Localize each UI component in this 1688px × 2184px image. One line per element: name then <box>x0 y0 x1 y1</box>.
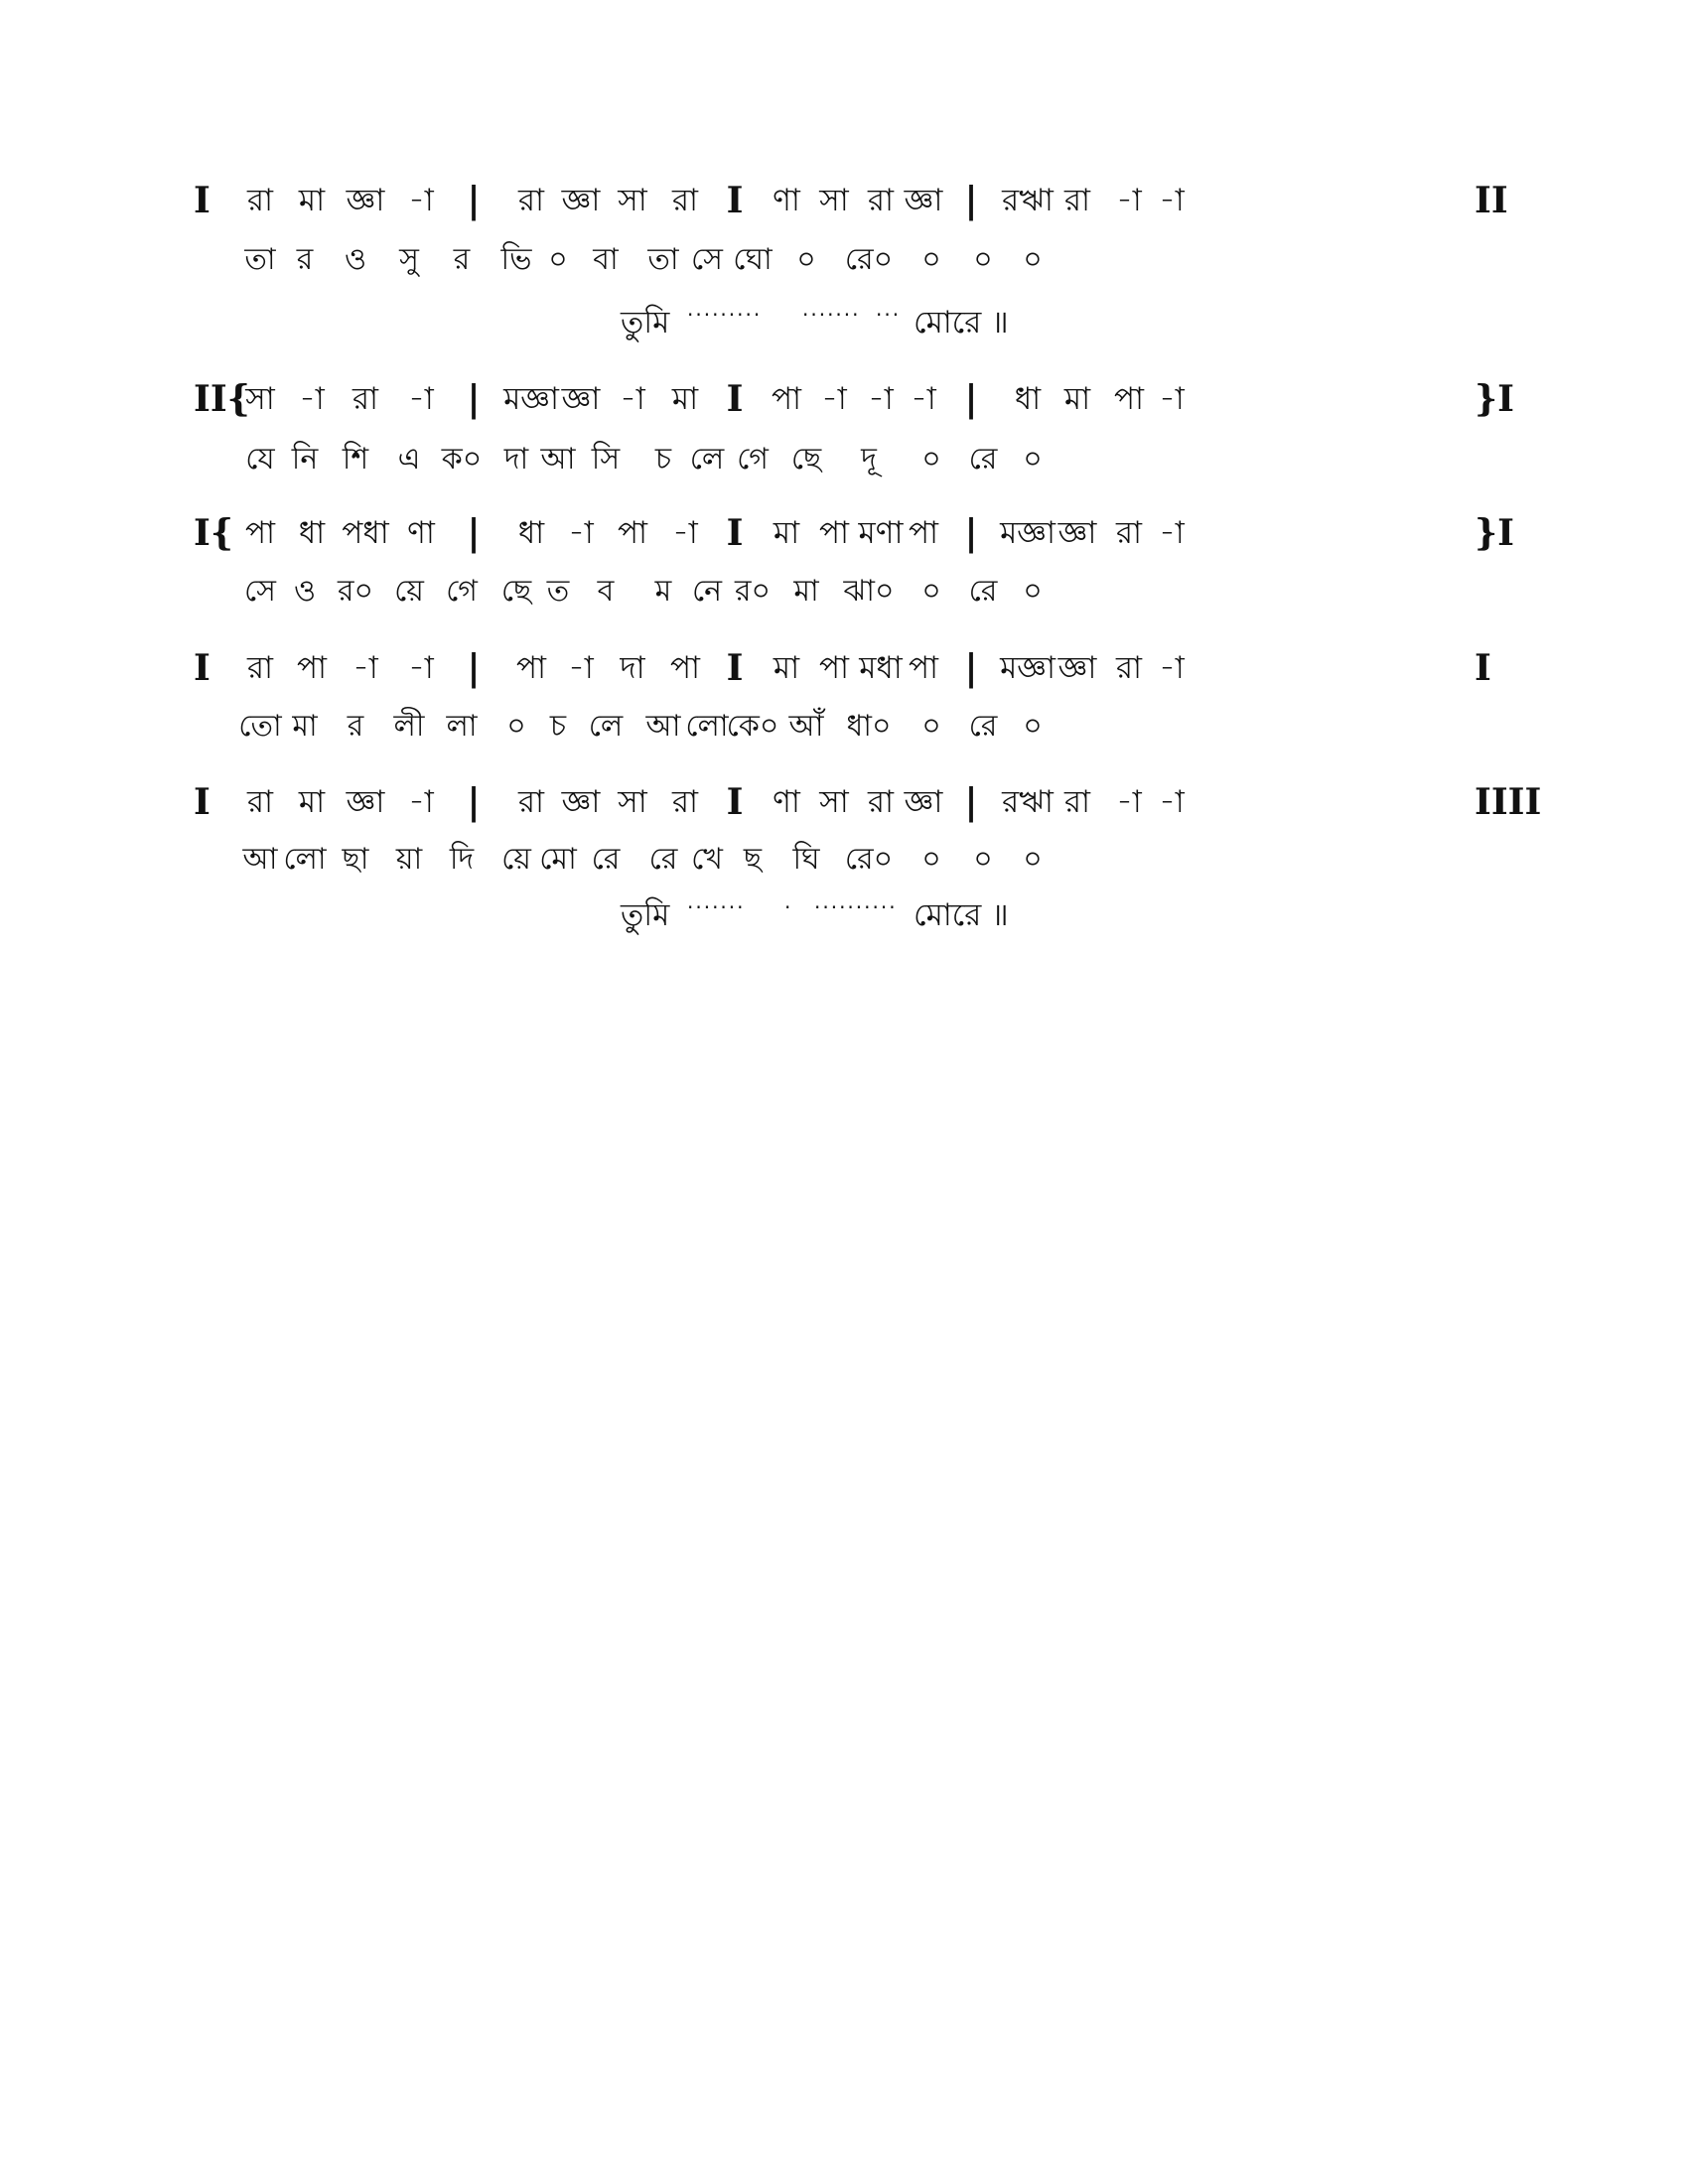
stanza-start-mark: I <box>194 781 211 823</box>
bar-line: I <box>726 180 744 221</box>
swara-note: -া <box>1116 784 1142 820</box>
lyric-syllable: য়া <box>395 842 423 877</box>
swara-note: ণা <box>773 784 800 820</box>
swara-note: রা <box>1063 183 1091 218</box>
swara-note: পা <box>908 515 939 551</box>
swara-note: রা <box>1063 784 1091 820</box>
bar-line: | <box>964 781 978 823</box>
swara-note: -া <box>1159 784 1185 820</box>
lyric-syllable: ০ <box>973 842 993 877</box>
notation-row <box>0 638 1688 698</box>
lyric-syllable: ০ <box>1023 442 1043 477</box>
lyric-syllable: রে <box>968 442 998 477</box>
swara-note: পা <box>1113 381 1145 417</box>
stanza-end-mark: }I <box>1475 378 1514 420</box>
lyric-syllable: নি <box>291 442 319 477</box>
lyric-syllable: ও <box>344 242 367 277</box>
swara-note: রা <box>671 784 699 820</box>
swara-note: পা <box>818 650 850 686</box>
lyric-syllable: ধা০ <box>846 709 892 744</box>
lyric-syllable: তো <box>238 709 282 744</box>
swara-note: সা <box>819 784 849 820</box>
swara-note: রা <box>517 183 545 218</box>
swara-note: মণা <box>858 515 904 551</box>
lyric-syllable: দি <box>449 842 475 877</box>
lyric-syllable: মা <box>292 709 318 744</box>
swara-note: ণা <box>773 183 800 218</box>
swara-note: -া <box>408 784 434 820</box>
swara-note: -া <box>1159 650 1185 686</box>
lyric-syllable: লো <box>685 709 729 744</box>
swara-note: পা <box>244 515 276 551</box>
stanza-start-mark: I <box>194 180 211 221</box>
lyric-syllable: রে <box>648 842 678 877</box>
swara-note: রা <box>246 784 274 820</box>
bar-line: | <box>964 378 978 420</box>
bar-line: | <box>467 180 481 221</box>
swara-note: রা <box>867 784 895 820</box>
lyric-syllable: যে <box>245 442 275 477</box>
notation-row <box>0 772 1688 832</box>
swara-note: পা <box>617 515 648 551</box>
swara-note: -া <box>408 381 434 417</box>
swara-note: -া <box>1159 381 1185 417</box>
refrain-dots: ········· <box>687 303 763 327</box>
stanza-start-mark: I <box>194 647 211 689</box>
swara-note: পা <box>296 650 328 686</box>
swara-note: -া <box>568 650 594 686</box>
bar-line: | <box>964 180 978 221</box>
swara-note: -া <box>821 381 847 417</box>
stanza-start-mark: II{ <box>194 378 250 420</box>
lyric-syllable: ব <box>597 574 615 609</box>
lyric-syllable: ছ <box>743 842 763 877</box>
swara-note: রা <box>352 381 379 417</box>
swara-note: মা <box>298 183 326 218</box>
swara-note: রঋা <box>1002 784 1054 820</box>
lyric-syllable: ম <box>654 574 672 609</box>
swara-note: পা <box>818 515 850 551</box>
swara-note: মা <box>298 784 326 820</box>
refrain-dots: ······· <box>687 895 746 919</box>
swara-note: সা <box>245 381 275 417</box>
refrain-dots: ······· <box>802 303 861 327</box>
swara-note: জ্ঞা <box>561 381 601 417</box>
swara-note: -া <box>1159 183 1185 218</box>
swara-note: রা <box>1115 515 1143 551</box>
lyric-syllable: রে <box>968 709 998 744</box>
notation-row <box>0 171 1688 230</box>
lyric-syllable: গে <box>737 442 769 477</box>
lyric-syllable: ০ <box>1023 242 1043 277</box>
swara-note: জ্ঞা <box>346 784 385 820</box>
swara-note: জ্ঞা <box>904 784 943 820</box>
lyric-syllable: ০ <box>973 242 993 277</box>
bar-line: | <box>467 781 481 823</box>
lyric-syllable: লে <box>588 709 624 744</box>
lyric-syllable: রে০ <box>844 242 894 277</box>
swara-note: জ্ঞা <box>1057 650 1097 686</box>
stanza-start-mark: I{ <box>194 512 233 554</box>
lyric-syllable: দূ <box>861 442 877 477</box>
lyric-syllable: র০ <box>734 574 772 609</box>
swara-note: মজ্ঞা <box>1000 515 1055 551</box>
swara-note: জ্ঞা <box>346 183 385 218</box>
lyric-syllable: ছে <box>500 574 532 609</box>
swara-note: রঋা <box>1002 183 1054 218</box>
lyric-syllable: সে <box>691 242 723 277</box>
swara-note: পধা <box>342 515 389 551</box>
lyric-syllable: মো <box>539 842 577 877</box>
lyric-syllable: লা <box>446 709 478 744</box>
swara-note: মা <box>773 515 800 551</box>
lyric-syllable: তা <box>244 242 276 277</box>
refrain-dots: ·········· <box>814 895 898 919</box>
lyric-syllable: মা <box>793 574 819 609</box>
lyric-row <box>0 230 1688 290</box>
swara-note: জ্ঞা <box>1057 515 1097 551</box>
lyric-syllable: ০ <box>921 442 941 477</box>
swara-note: -া <box>672 515 698 551</box>
lyric-syllable: ০ <box>1023 842 1043 877</box>
swara-note: রা <box>1115 650 1143 686</box>
lyric-syllable: খে <box>691 842 723 877</box>
lyric-syllable: বা <box>593 242 619 277</box>
lyric-syllable: ছা <box>342 842 369 877</box>
lyric-row <box>0 562 1688 621</box>
lyric-syllable: ০ <box>1023 709 1043 744</box>
refrain-start: তুমি <box>621 305 670 341</box>
swara-note: পা <box>515 650 547 686</box>
swara-note: পা <box>908 650 939 686</box>
swara-note: -া <box>408 183 434 218</box>
swara-note: পা <box>771 381 802 417</box>
lyric-syllable: ঘো <box>733 242 773 277</box>
swara-note: -া <box>620 381 645 417</box>
swara-note: রা <box>671 183 699 218</box>
swara-note: পা <box>669 650 701 686</box>
swara-note: রা <box>867 183 895 218</box>
lyric-syllable: রে <box>968 574 998 609</box>
lyric-syllable: ত <box>546 574 570 609</box>
swara-note: -া <box>352 650 378 686</box>
lyric-syllable: তা <box>647 242 679 277</box>
lyric-syllable: ০ <box>921 842 941 877</box>
bar-line: | <box>467 378 481 420</box>
lyric-syllable: আ <box>540 442 576 477</box>
swara-note: রা <box>517 784 545 820</box>
notation-row <box>0 503 1688 563</box>
lyric-syllable: সু <box>399 242 419 277</box>
lyric-syllable: ০ <box>548 242 568 277</box>
swara-note: জ্ঞা <box>561 183 601 218</box>
swara-note: মধা <box>859 650 903 686</box>
lyric-syllable: লো <box>283 842 327 877</box>
bar-line: I <box>726 378 744 420</box>
lyric-syllable: র <box>453 242 471 277</box>
stanza-end-mark: }I <box>1475 512 1514 554</box>
lyric-syllable: চ <box>654 442 672 477</box>
lyric-syllable: রে <box>591 842 621 877</box>
swara-note: -া <box>299 381 325 417</box>
bar-line: | <box>467 512 481 554</box>
lyric-syllable: ও <box>293 574 317 609</box>
lyric-syllable: ছে <box>790 442 822 477</box>
lyric-row <box>0 697 1688 756</box>
lyric-syllable: লী <box>393 709 425 744</box>
swara-note: -া <box>1116 183 1142 218</box>
lyric-row <box>0 830 1688 889</box>
refrain-end: মোরে ॥ <box>914 305 1009 341</box>
swara-note: মা <box>1063 381 1091 417</box>
bar-line: | <box>964 647 978 689</box>
lyric-syllable: সি <box>591 442 621 477</box>
notation-row <box>0 369 1688 429</box>
refrain-dots: ··· <box>876 303 902 327</box>
bar-line: | <box>467 647 481 689</box>
stanza-end-mark: II <box>1475 180 1508 221</box>
swara-note: দা <box>620 650 645 686</box>
lyric-syllable: চ <box>549 709 567 744</box>
bar-line: I <box>726 512 744 554</box>
swara-note: ধা <box>517 515 545 551</box>
refrain-line <box>0 293 1688 352</box>
lyric-syllable: ০ <box>921 574 941 609</box>
swara-note: ধা <box>1014 381 1042 417</box>
lyric-syllable: রে০ <box>844 842 894 877</box>
lyric-syllable: ভি <box>500 242 532 277</box>
lyric-row <box>0 430 1688 489</box>
bar-line: | <box>964 512 978 554</box>
swara-note: ধা <box>298 515 326 551</box>
lyric-syllable: কে০ <box>726 709 779 744</box>
swara-note: রা <box>246 183 274 218</box>
lyric-syllable: সে <box>244 574 276 609</box>
swara-note: মজ্ঞা <box>503 381 559 417</box>
lyric-syllable: ঘি <box>792 842 820 877</box>
swara-note: সা <box>618 183 647 218</box>
lyric-syllable: আ <box>645 709 681 744</box>
lyric-syllable: লে <box>689 442 725 477</box>
swara-note: জ্ঞা <box>561 784 601 820</box>
lyric-syllable: য়ে <box>501 842 531 877</box>
lyric-syllable: য়ে <box>394 574 424 609</box>
swara-note: সা <box>618 784 647 820</box>
swara-note: মজ্ঞা <box>1000 650 1055 686</box>
swara-note: রা <box>246 650 274 686</box>
lyric-syllable: গে <box>446 574 478 609</box>
swara-note: মা <box>773 650 800 686</box>
stanza-end-mark: I <box>1475 647 1491 689</box>
lyric-syllable: ০ <box>1023 574 1043 609</box>
lyric-syllable: শি <box>342 442 369 477</box>
lyric-syllable: এ <box>397 442 421 477</box>
swara-note: জ্ঞা <box>904 183 943 218</box>
swara-note: সা <box>819 183 849 218</box>
lyric-syllable: ০ <box>921 709 941 744</box>
lyric-syllable: ০ <box>921 242 941 277</box>
swara-note: ণা <box>407 515 435 551</box>
lyric-syllable: দা <box>503 442 529 477</box>
lyric-syllable: নে <box>691 574 723 609</box>
lyric-syllable: র০ <box>337 574 374 609</box>
lyric-syllable: আ <box>242 842 278 877</box>
swara-note: মা <box>671 381 699 417</box>
lyric-syllable: আঁ <box>788 709 824 744</box>
refrain-end: মোরে ॥ <box>914 897 1009 933</box>
bar-line: I <box>726 781 744 823</box>
lyric-syllable: ক০ <box>441 442 483 477</box>
swara-note: -া <box>408 650 434 686</box>
swara-note: -া <box>1159 515 1185 551</box>
stanza-end-mark: IIII <box>1475 781 1542 823</box>
refrain-start: তুমি <box>621 897 670 933</box>
bar-line: I <box>726 647 744 689</box>
lyric-syllable: ঝা০ <box>843 574 895 609</box>
swara-note: -া <box>568 515 594 551</box>
refrain-dots: · <box>784 895 793 919</box>
lyric-syllable: র <box>296 242 314 277</box>
refrain-line <box>0 886 1688 945</box>
swara-note: -া <box>911 381 936 417</box>
swara-note: -া <box>868 381 894 417</box>
lyric-syllable: ০ <box>796 242 816 277</box>
lyric-syllable: র <box>347 709 364 744</box>
lyric-syllable: ০ <box>506 709 526 744</box>
